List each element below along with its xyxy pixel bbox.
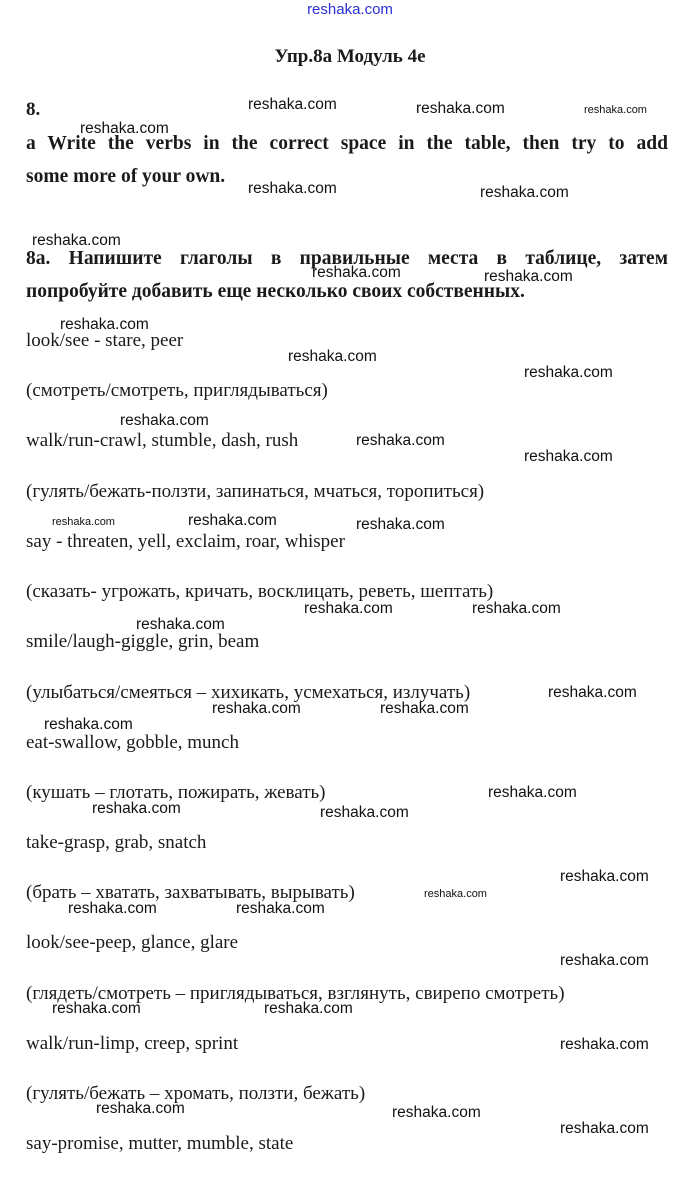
watermark: reshaka.com	[392, 1104, 481, 1121]
watermark: reshaka.com	[472, 600, 561, 617]
answer-line: (гулять/бежать-ползти, запинаться, мчаться, торопиться)	[26, 481, 485, 502]
page-title: Упр.8а Модуль 4е	[274, 46, 426, 67]
watermark: reshaka.com	[488, 784, 577, 801]
answer-line: look/see - stare, peer	[26, 330, 184, 351]
answer-line: (смотреть/смотреть, приглядываться)	[26, 380, 328, 401]
watermark: reshaka.com	[32, 232, 121, 249]
answer-line: walk/run-limp, creep, sprint	[26, 1033, 239, 1054]
watermark: reshaka.com	[560, 952, 649, 969]
answer-line: (глядеть/смотреть – приглядываться, взглянуть, свирепо смотреть)	[26, 983, 565, 1004]
watermark: reshaka.com	[304, 600, 393, 617]
task-ru-line-1: 8a. Напишите глаголы в правильные места в таблице, затем	[26, 248, 668, 269]
watermark: reshaka.com	[416, 100, 505, 117]
watermark: reshaka.com	[288, 348, 377, 365]
task-ru-line-2: попробуйте добавить еще несколько своих собственных.	[26, 281, 525, 302]
watermark: reshaka.com	[236, 900, 325, 917]
answer-line: (кушать – глотать, пожирать, жевать)	[26, 782, 326, 803]
watermark: reshaka.com	[356, 516, 445, 533]
answer-line: (брать – хватать, захватывать, вырывать)	[26, 882, 355, 903]
watermark: reshaka.com	[44, 716, 133, 733]
answer-line: (сказать- угрожать, кричать, восклицать, реветь, шептать)	[26, 581, 494, 602]
watermark: reshaka.com	[560, 1120, 649, 1137]
answer-line: (гулять/бежать – хромать, ползти, бежать)	[26, 1083, 366, 1104]
watermark: reshaka.com	[188, 512, 277, 529]
watermark: reshaka.com	[356, 432, 445, 449]
watermark: reshaka.com	[120, 412, 209, 429]
task-en-line-1: a Write the verbs in the correct space in the table, then try to add	[26, 133, 668, 154]
answer-line: eat-swallow, gobble, munch	[26, 732, 239, 753]
watermark: reshaka.com	[524, 448, 613, 465]
watermark: reshaka.com	[380, 700, 469, 717]
watermark: reshaka.com	[248, 96, 337, 113]
watermark: reshaka.com	[484, 268, 573, 285]
task-en-line-2: some more of your own.	[26, 166, 226, 187]
watermark: reshaka.com	[68, 900, 157, 917]
watermark: reshaka.com	[96, 1100, 185, 1117]
watermark: reshaka.com	[136, 616, 225, 633]
site-header-link[interactable]: reshaka.com	[307, 1, 393, 18]
watermark: reshaka.com	[560, 868, 649, 885]
watermark: reshaka.com	[548, 684, 637, 701]
watermark: reshaka.com	[424, 888, 487, 900]
answer-line: say - threaten, yell, exclaim, roar, whisper	[26, 531, 345, 552]
answer-line: say-promise, mutter, mumble, state	[26, 1133, 294, 1154]
watermark: reshaka.com	[560, 1036, 649, 1053]
watermark: reshaka.com	[320, 804, 409, 821]
exercise-number: 8.	[26, 99, 41, 120]
answer-line: look/see-peep, glance, glare	[26, 932, 239, 953]
watermark: reshaka.com	[60, 316, 149, 333]
answer-line: (улыбаться/смеяться – хихикать, усмехаться, излучать)	[26, 682, 471, 703]
answer-line: smile/laugh-giggle, grin, beam	[26, 631, 260, 652]
watermark: reshaka.com	[312, 264, 401, 281]
watermark: reshaka.com	[264, 1000, 353, 1017]
watermark: reshaka.com	[524, 364, 613, 381]
watermark: reshaka.com	[80, 120, 169, 137]
watermark: reshaka.com	[52, 516, 115, 528]
answer-line: walk/run-crawl, stumble, dash, rush	[26, 430, 299, 451]
watermark: reshaka.com	[212, 700, 301, 717]
watermark: reshaka.com	[52, 1000, 141, 1017]
watermark: reshaka.com	[92, 800, 181, 817]
watermark: reshaka.com	[584, 104, 647, 116]
watermark: reshaka.com	[248, 180, 337, 197]
watermark: reshaka.com	[480, 184, 569, 201]
answer-line: take-grasp, grab, snatch	[26, 832, 207, 853]
